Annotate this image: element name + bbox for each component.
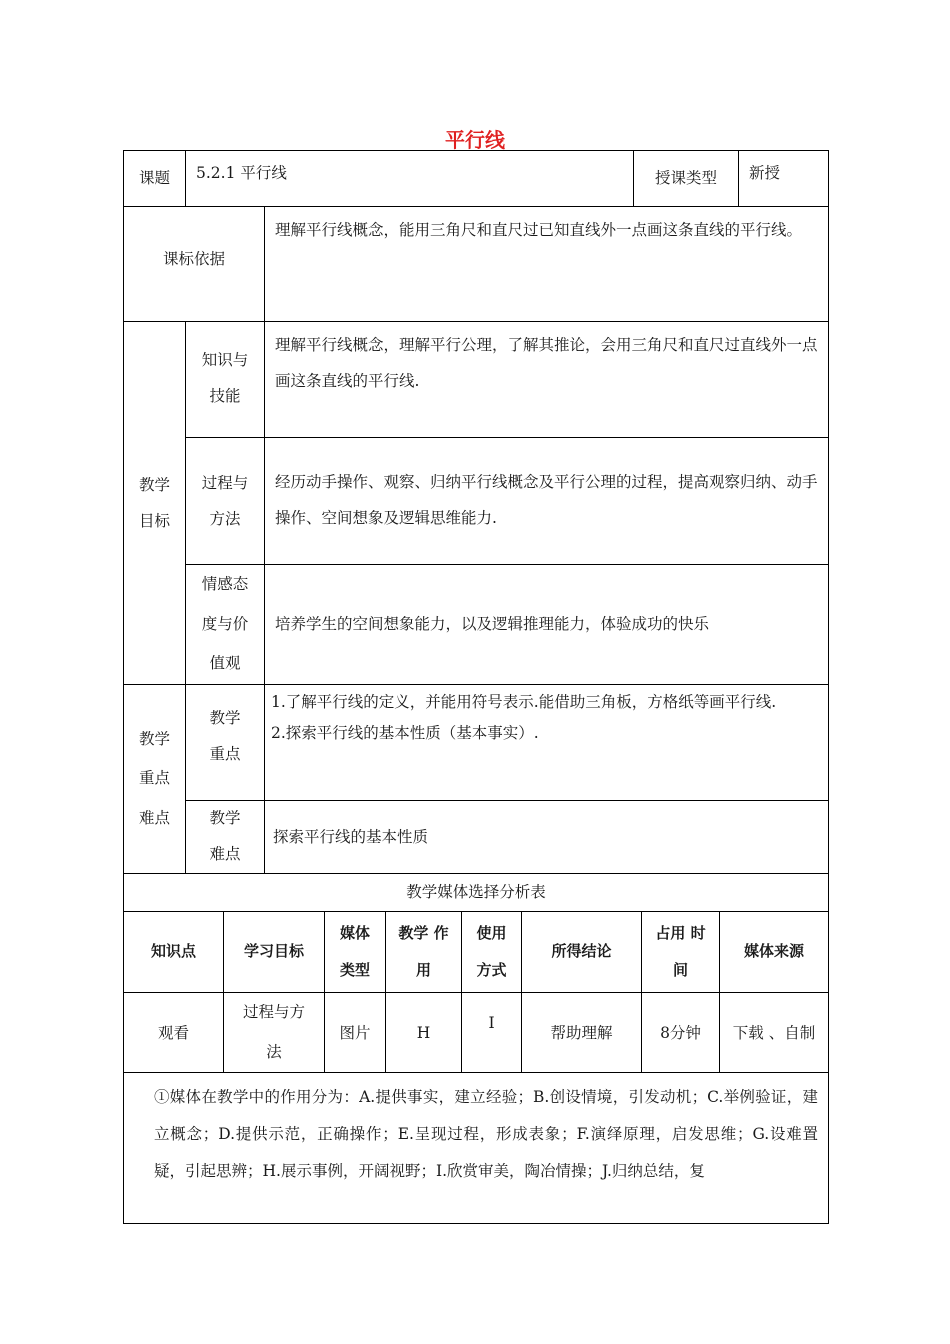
topic-row bbox=[124, 151, 829, 207]
media-footnote bbox=[124, 1073, 829, 1224]
header-source: 媒体来源 bbox=[720, 912, 829, 993]
process-text: 经历动手操作、观察、归纳平行线概念及平行公理的过程，提高观察归纳、动手操作、空间想象及逻辑思维能力. bbox=[265, 438, 829, 565]
lesson-plan-table bbox=[123, 150, 829, 912]
topic-value: 5.2.1 平行线 bbox=[186, 151, 634, 207]
media-header-row bbox=[124, 912, 829, 993]
topic-label: 课题 bbox=[124, 151, 186, 207]
header-media-type-line2: 类型 bbox=[339, 961, 370, 979]
cell-point: 观看 bbox=[124, 993, 224, 1073]
cell-goal-line2: 法 bbox=[266, 1042, 282, 1061]
emotion-label-line1: 情感态 bbox=[201, 575, 249, 594]
header-time-line2: 间 bbox=[672, 961, 688, 979]
cell-time: 8分钟 bbox=[642, 993, 720, 1073]
media-table-title: 教学媒体选择分析表 bbox=[124, 874, 829, 912]
objectives-label-line1: 教学 bbox=[138, 475, 170, 494]
difficulty-text: 探索平行线的基本性质 bbox=[265, 801, 829, 874]
header-teaching-function bbox=[386, 912, 462, 993]
knowledge-label-line2: 技能 bbox=[209, 387, 241, 406]
objective-knowledge-row bbox=[124, 322, 829, 438]
header-learning-goal: 学习目标 bbox=[224, 912, 325, 993]
header-time bbox=[642, 912, 720, 993]
keypoints-label-line2: 重点 bbox=[138, 769, 170, 788]
difficulty-row bbox=[124, 801, 829, 874]
header-teaching-function-line1: 教学 作 bbox=[398, 923, 449, 942]
header-usage-line2: 方式 bbox=[476, 961, 507, 979]
objectives-label bbox=[124, 322, 186, 685]
cell-function: H bbox=[386, 993, 462, 1073]
type-value: 新授 bbox=[739, 151, 829, 207]
focus-row bbox=[124, 685, 829, 801]
knowledge-text: 理解平行线概念，理解平行公理，了解其推论，会用三角尺和直尺过直线外一点画这条直线的平行线. bbox=[265, 322, 829, 438]
focus-label-line1: 教学 bbox=[209, 709, 241, 727]
focus-item-2: 2.探索平行线的基本性质（基本事实）. bbox=[271, 723, 539, 742]
objective-emotion-row bbox=[124, 565, 829, 685]
media-analysis-table bbox=[123, 911, 829, 1224]
process-label-line1: 过程与 bbox=[201, 473, 249, 492]
cell-usage: I bbox=[462, 993, 522, 1073]
header-media-type-line1: 媒体 bbox=[339, 923, 370, 942]
cell-goal bbox=[224, 993, 325, 1073]
header-media-type bbox=[325, 912, 386, 993]
media-title-row bbox=[124, 874, 829, 912]
type-label: 授课类型 bbox=[634, 151, 739, 207]
page-title: 平行线 bbox=[445, 128, 505, 152]
cell-source: 下载 、自制 bbox=[720, 993, 829, 1073]
keypoints-label-line1: 教学 bbox=[138, 729, 170, 748]
cell-conclusion: 帮助理解 bbox=[522, 993, 642, 1073]
emotion-label-line3: 值观 bbox=[209, 654, 241, 673]
cell-media-type: 图片 bbox=[325, 993, 386, 1073]
knowledge-label bbox=[186, 322, 265, 438]
keypoints-label bbox=[124, 685, 186, 874]
standard-text: 理解平行线概念，能用三角尺和直尺过已知直线外一点画这条直线的平行线。 bbox=[265, 207, 829, 322]
objective-process-row bbox=[124, 438, 829, 565]
emotion-label-line2: 度与价 bbox=[201, 614, 249, 633]
focus-label-line2: 重点 bbox=[209, 744, 241, 763]
header-usage-line1: 使用 bbox=[476, 923, 507, 942]
process-label-line2: 方法 bbox=[209, 510, 241, 528]
cell-goal-line1: 过程与方 bbox=[242, 1003, 305, 1021]
header-conclusion: 所得结论 bbox=[522, 912, 642, 993]
emotion-text: 培养学生的空间想象能力，以及逻辑推理能力，体验成功的快乐 bbox=[265, 565, 829, 685]
difficulty-label-line2: 难点 bbox=[209, 845, 241, 863]
difficulty-label-line1: 教学 bbox=[209, 809, 241, 828]
footnote-row bbox=[124, 1073, 829, 1224]
objectives-label-line2: 目标 bbox=[138, 512, 170, 530]
knowledge-label-line1: 知识与 bbox=[201, 351, 249, 369]
media-footnote-text: ①媒体在教学中的作用分为：A.提供事实，建立经验；B.创设情境，引发动机；C.举例验证，建立概念；D.提供示范，正确操作；E.呈现过程，形成表象；F.演绎原理，启发思维；G.设难置疑，引起思辨；H.展示事例，开阔视野；I.欣赏审美，陶冶情操；J.归纳总结，复 bbox=[154, 1088, 818, 1181]
standard-row bbox=[124, 207, 829, 322]
keypoints-label-line3: 难点 bbox=[138, 808, 170, 827]
media-data-row bbox=[124, 993, 829, 1073]
focus-text bbox=[265, 685, 829, 801]
header-time-line1: 占用 时 bbox=[655, 923, 706, 942]
difficulty-label bbox=[186, 801, 265, 874]
standard-label: 课标依据 bbox=[124, 207, 265, 322]
focus-label bbox=[186, 685, 265, 801]
focus-item-1: 1.了解平行线的定义，并能用符号表示.能借助三角板，方格纸等画平行线. bbox=[271, 693, 777, 711]
process-label bbox=[186, 438, 265, 565]
header-teaching-function-line2: 用 bbox=[415, 961, 431, 979]
header-usage bbox=[462, 912, 522, 993]
emotion-label bbox=[186, 565, 265, 685]
header-knowledge-point: 知识点 bbox=[124, 912, 224, 993]
